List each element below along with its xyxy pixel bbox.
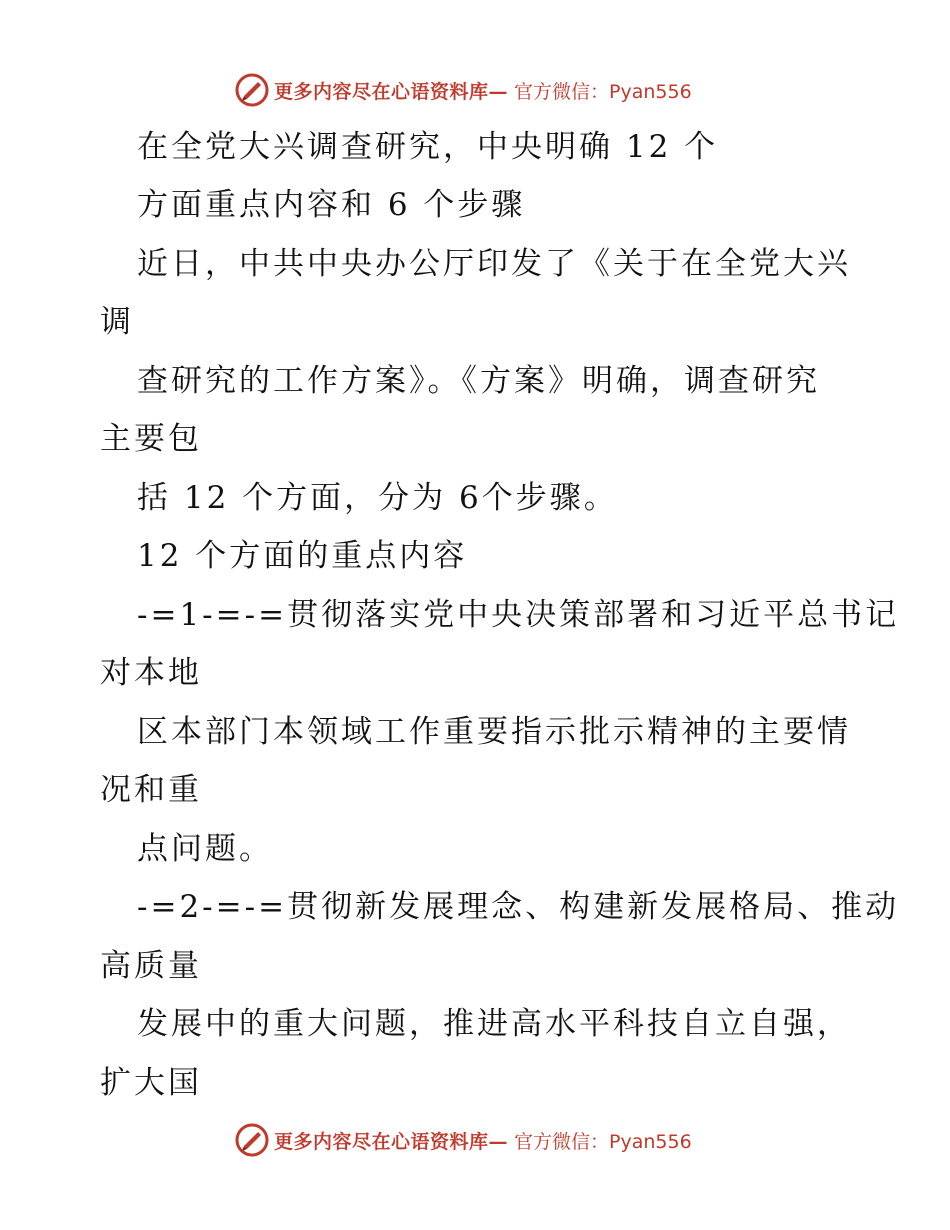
text-line: 12 个方面的重点内容 <box>137 538 468 574</box>
footer-banner-wechat: 官方微信：Pyan556 <box>514 1130 692 1153</box>
text-line: 查研究的工作方案》。《方案》明确，调查研究 <box>137 363 820 399</box>
text-line: 区本部门本领域工作重要指示批示精神的主要情 <box>137 714 851 750</box>
text-line: 方面重点内容和 6 个步骤 <box>137 187 526 223</box>
pen-logo-icon <box>234 1122 270 1158</box>
pen-logo-icon <box>234 72 270 108</box>
text-line: 近日，中共中央办公厅印发了《关于在全党大兴 <box>137 246 851 282</box>
text-line: 高质量 <box>100 948 202 984</box>
text-line: 况和重 <box>100 772 202 808</box>
text-line: 扩大国 <box>100 1065 202 1101</box>
text-line: -=1-=-=贯彻落实党中央决策部署和习近平总书记 <box>137 597 900 633</box>
text-line: 调 <box>100 304 134 340</box>
footer-banner-text: 更多内容尽在心语资料库— <box>274 1130 509 1153</box>
header-banner <box>234 70 714 110</box>
text-line: 在全党大兴调查研究，中央明确 12 个 <box>137 129 719 165</box>
text-line: -=2-=-=贯彻新发展理念、构建新发展格局、推动 <box>137 889 900 925</box>
text-line: 发展中的重大问题，推进高水平科技自立自强， <box>137 1006 851 1042</box>
text-line: 括 12 个方面，分为 6个步骤。 <box>137 480 618 516</box>
header-banner-text: 更多内容尽在心语资料库— <box>274 80 509 103</box>
text-line: 主要包 <box>100 421 202 457</box>
header-banner-wechat: 官方微信：Pyan556 <box>514 80 692 103</box>
footer-banner <box>234 1120 714 1160</box>
text-line: 点问题。 <box>137 831 273 867</box>
text-line: 对本地 <box>100 655 202 691</box>
